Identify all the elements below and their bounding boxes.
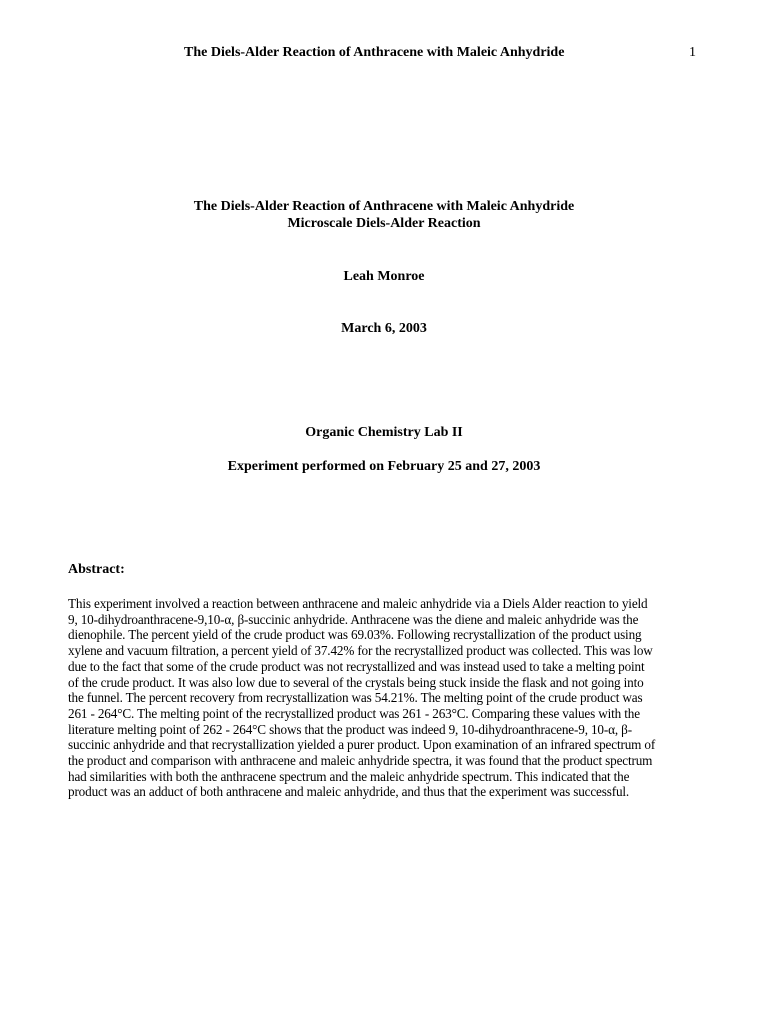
- abstract-line: literature melting point of 262 - 264°C shows that the product was indeed 9, 10-dihydroanthracene-9, 10-α, β-: [68, 721, 632, 737]
- abstract-line: had similarities with both the anthracene spectrum and the maleic anhydride spectrum. This indicated that the: [68, 768, 630, 784]
- abstract-line: dienophile. The percent yield of the crude product was 69.03%. Following recrystallization of the product using: [68, 627, 642, 643]
- performed-block: [0, 458, 768, 475]
- abstract-line: xylene and vacuum filtration, a percent yield of 37.42% for the recrystallized product was collected. This was low: [68, 643, 653, 659]
- course-name: Organic Chemistry Lab II: [305, 425, 463, 440]
- experiment-dates: Experiment performed on February 25 and 27, 2003: [227, 459, 541, 474]
- author-block: [0, 268, 768, 285]
- abstract-line: the funnel. The percent recovery from recrystallization was 54.21%. The melting point of the crude product was: [68, 690, 643, 706]
- abstract-line: 9, 10-dihydroanthracene-9,10-α, β-succinic anhydride. Anthracene was the diene and maleic anhydride was the: [68, 611, 639, 627]
- abstract-line: succinic anhydride and that recrystallization yielded a purer product. Upon examination of an infrared spectrum of: [68, 737, 656, 753]
- abstract-line: 261 - 264°C. The melting point of the recrystallized product was 261 - 263°C. Comparing these values with the: [68, 705, 640, 721]
- abstract-line: due to the fact that some of the crude product was not recrystallized and was instead used to take a melting point: [68, 658, 645, 674]
- abstract-line: the product and comparison with anthracene and maleic anhydride spectra, it was found that the product spectrum: [68, 753, 653, 769]
- running-title: The Diels-Alder Reaction of Anthracene with Maleic Anhydride: [184, 45, 565, 60]
- abstract-line: product was an adduct of both anthracene and maleic anhydride, and thus that the experiment was successful.: [68, 784, 630, 800]
- abstract-heading: Abstract:: [68, 562, 125, 577]
- page-number: 1: [689, 45, 696, 60]
- course-block: [0, 424, 768, 441]
- abstract-line: This experiment involved a reaction between anthracene and maleic anhydride via a Diels Alder reaction to yield: [68, 596, 648, 611]
- abstract-line: of the crude product. It was also low due to several of the crystals being stuck inside the flask and not going into: [68, 674, 644, 690]
- date-block: [0, 320, 768, 337]
- report-date: March 6, 2003: [341, 321, 427, 336]
- document-subtitle: Microscale Diels-Alder Reaction: [287, 216, 481, 231]
- title-heading-block: [0, 198, 768, 232]
- document-title: The Diels-Alder Reaction of Anthracene with Maleic Anhydride: [193, 199, 575, 214]
- abstract-body: [68, 596, 704, 800]
- author-name: Leah Monroe: [343, 269, 425, 284]
- running-header: [68, 45, 696, 63]
